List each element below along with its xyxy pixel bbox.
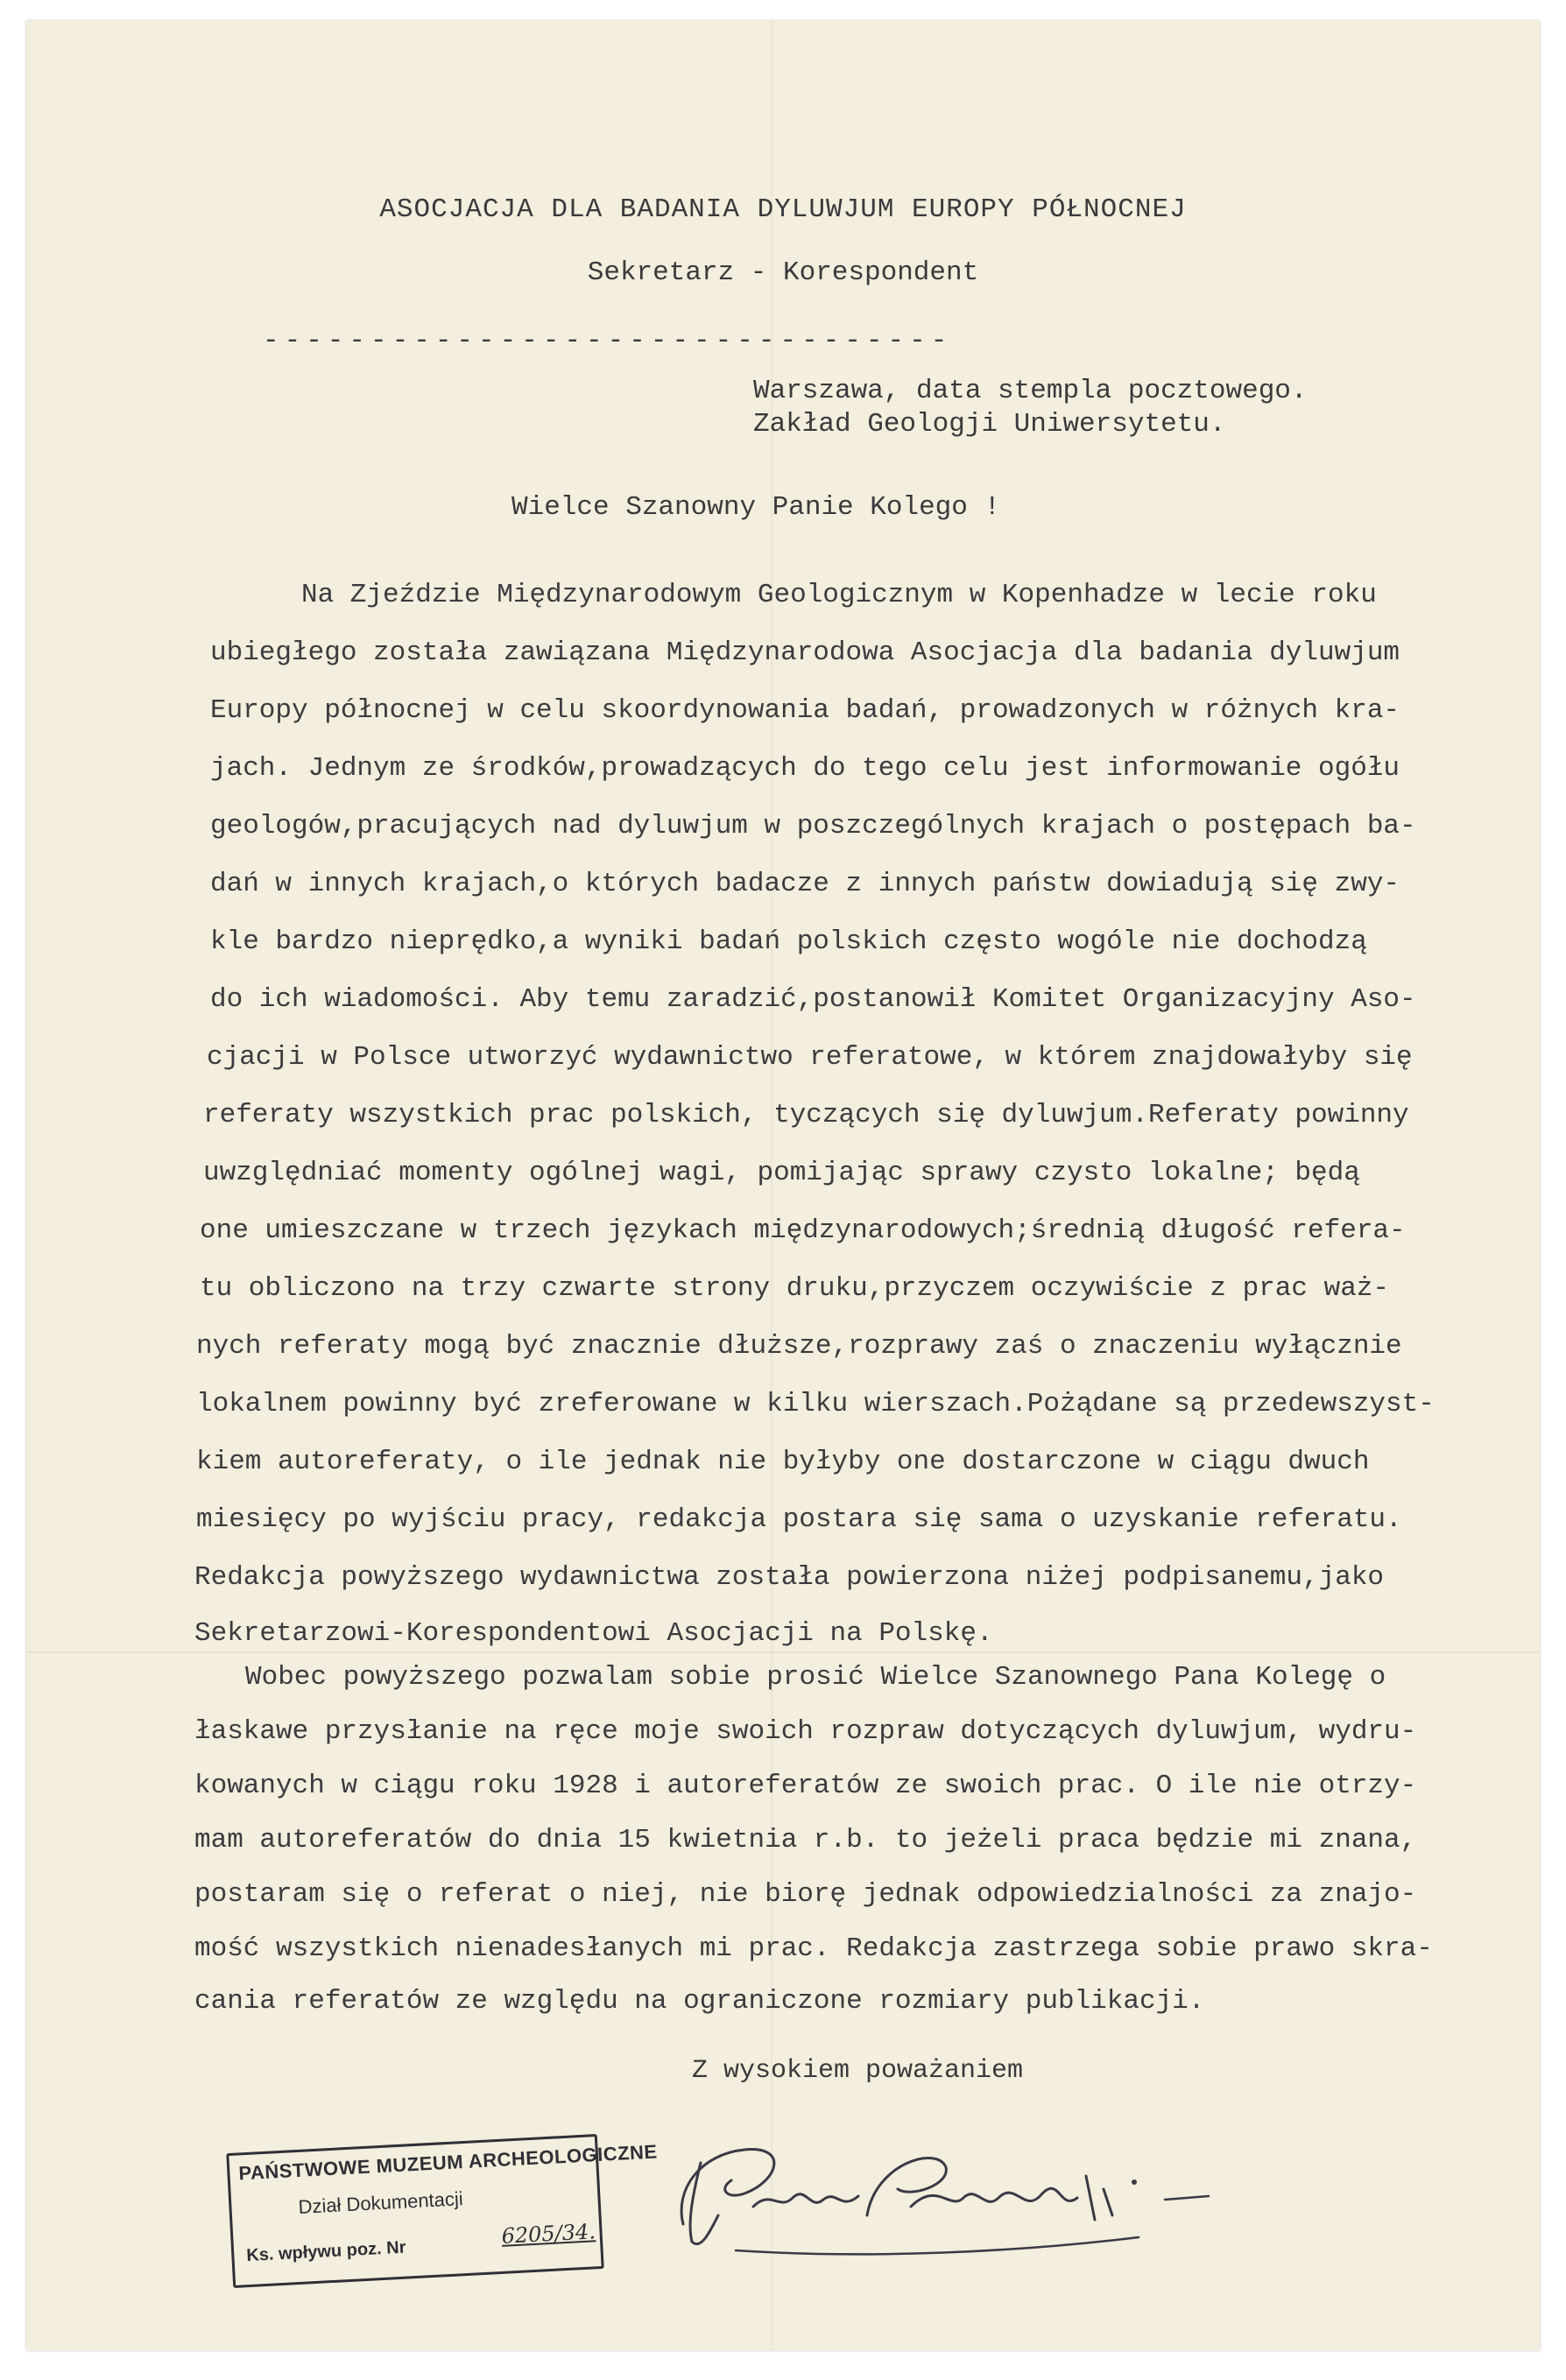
- body-line: kiem autoreferaty, o ile jednak nie byłyby one dostarczone w ciągu dwuch: [196, 1447, 1370, 1477]
- body-line: referaty wszystkich prac polskich, tyczących się dyluwjum.Referaty powinny: [203, 1100, 1409, 1130]
- body-line: tu obliczono na trzy czwarte strony druku,przyczem oczywiście z prac waż-: [200, 1273, 1390, 1304]
- body-line: mość wszystkich nienadesłanych mi prac. Redakcja zastrzega sobie prawo skra-: [194, 1933, 1433, 1964]
- body-line: do ich wiadomości. Aby temu zaradzić,postanowił Komitet Organizacyjny Aso-: [210, 984, 1416, 1015]
- stamp-department: Dział Dokumentacji: [297, 2187, 464, 2218]
- body-line: Redakcja powyższego wydawnictwa została powierzona niżej podpisanemu,jako: [194, 1562, 1385, 1593]
- body-line: nych referaty mogą być znacznie dłuższe,rozprawy zaś o znaczeniu wyłącznie: [196, 1331, 1402, 1362]
- body-line: cjacji w Polsce utworzyć wydawnictwo referatowe, w którem znajdowałyby się: [207, 1042, 1413, 1073]
- body-line: geologów,pracujących nad dyluwjum w poszczególnych krajach o postępach ba-: [210, 811, 1416, 841]
- body-line: łaskawe przysłanie na ręce moje swoich rozpraw dotyczących dyluwjum, wydru-: [194, 1716, 1417, 1747]
- body-line: Na Zjeździe Międzynarodowym Geologicznym w Kopenhadze w lecie roku: [301, 580, 1377, 610]
- place-and-date: [753, 375, 1308, 441]
- body-line: mam autoreferatów do dnia 15 kwietnia r.b. to jeżeli praca będzie mi znana,: [194, 1825, 1417, 1855]
- place-line: Warszawa, data stempla pocztowego.: [753, 376, 1308, 406]
- paper-fold-horizontal: [26, 1651, 1540, 1653]
- body-line: uwzględniać momenty ogólnej wagi, pomijając sprawy czysto lokalne; będą: [203, 1158, 1360, 1188]
- stamp-institution: PAŃSTWOWE MUZEUM ARCHEOLOGICZNE: [237, 2140, 659, 2185]
- museum-stamp: [226, 2134, 659, 2288]
- body-line: ubiegłego została zawiązana Międzynarodowa Asocjacja dla badania dyluwjum: [210, 637, 1400, 668]
- body-line: jach. Jednym ze środków,prowadzących do tego celu jest informowanie ogółu: [210, 753, 1400, 784]
- body-line: one umieszczane w trzech językach międzynarodowych;średnią długość refera-: [200, 1215, 1406, 1246]
- salutation: Wielce Szanowny Panie Kolego !: [511, 492, 1001, 523]
- letterhead-title: ASOCJACJA DLA BADANIA DYLUWJUM EUROPY PÓŁNOCNEJ: [379, 194, 1187, 225]
- body-line: kowanych w ciągu roku 1928 i autoreferatów ze swoich prac. O ile nie otrzy-: [194, 1771, 1417, 1801]
- body-line: kle bardzo nieprędko,a wyniki badań polskich często wogóle nie dochodzą: [210, 926, 1367, 957]
- letterhead-separator: --------------------------------: [263, 326, 953, 356]
- place-line: Zakład Geologji Uniwersytetu.: [753, 409, 1226, 440]
- body-line: miesięcy po wyjściu pracy, redakcja postara się sama o uzyskanie referatu.: [196, 1504, 1402, 1535]
- body-line: Sekretarzowi-Korespondentowi Asocjacji na Polskę.: [194, 1618, 993, 1649]
- body-line: cania referatów ze względu na ograniczone rozmiary publikacji.: [194, 1986, 1205, 2017]
- stamp-register-number: 6205/34.: [500, 2219, 596, 2249]
- handwritten-signature: [648, 2128, 1261, 2259]
- closing-phrase: Z wysokiem poważaniem: [692, 2056, 1024, 2086]
- body-line: Europy północnej w celu skoordynowania badań, prowadzonych w różnych kra-: [210, 695, 1400, 726]
- body-line: postaram się o referat o niej, nie biorę jednak odpowiedzialności za znajo-: [194, 1879, 1417, 1910]
- body-line: Wobec powyższego pozwalam sobie prosić Wielce Szanownego Pana Kolegę o: [245, 1662, 1386, 1693]
- letterhead-subtitle: Sekretarz - Korespondent: [587, 257, 979, 288]
- body-line: lokalnem powinny być zreferowane w kilku wierszach.Pożądane są przedewszyst-: [196, 1389, 1435, 1419]
- body-line: dań w innych krajach,o których badacze z innych państw dowiadują się zwy-: [210, 869, 1400, 899]
- stamp-register-label: Ks. wpływu poz. Nr: [245, 2237, 406, 2266]
